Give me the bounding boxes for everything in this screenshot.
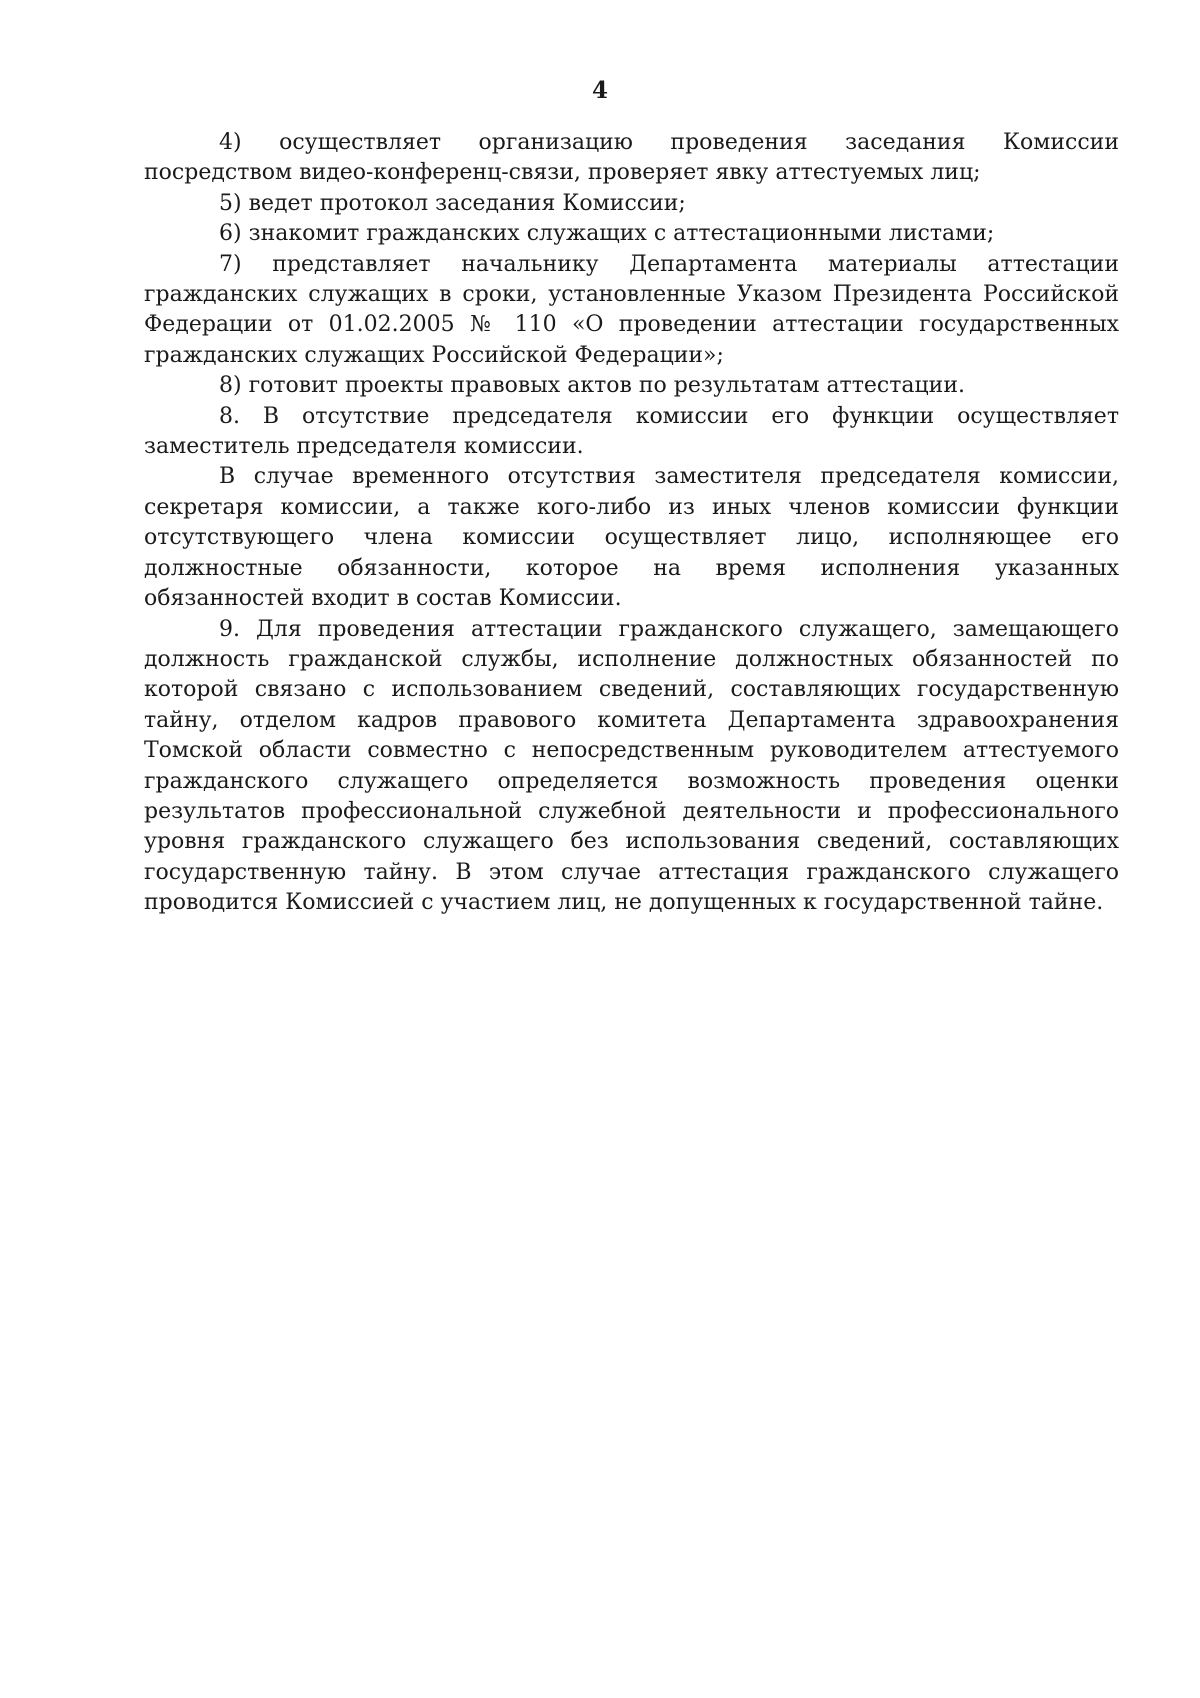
paragraph-item-7: 7) представляет начальнику Департамента материалы аттестации гражданских служащих в сроки, установленные Указом Президента Российской Федерации от 01.02.2005 № 110 «О проведении аттестации государственных гражданских служащих Российской Федерации»; <box>144 251 1119 368</box>
paragraph-clause-8: 8. В отсутствие председателя комиссии его функции осуществляет заместитель председателя комиссии. <box>144 403 1119 460</box>
paragraph-item-8: 8) готовит проекты правовых актов по результатам аттестации. <box>219 373 965 399</box>
page-number: 4 <box>591 77 608 104</box>
paragraph-item-5: 5) ведет протокол заседания Комиссии; <box>219 190 686 216</box>
paragraph-item-4: 4) осуществляет организацию проведения заседания Комиссии посредством видео-конференц-связи, проверяет явку аттестуемых лиц; <box>144 130 1119 186</box>
document-body <box>144 128 1119 919</box>
paragraph-clause-9: 9. Для проведения аттестации гражданского служащего, замещающего должность гражданской службы, исполнение должностных обязанностей по которой связано с использованием сведений, составляющих государственную тайну, отделом кадров правового комитета Департамента здравоохранения Томской области совместно с непосредственным руководителем аттестуемого гражданского служащего определяется возможность проведения оценки результатов профессиональной служебной деятельности и профессионального уровня гражданского служащего без использования сведений, составляющих государственную тайну. В этом случае аттестация гражданского служащего проводится Комиссией с участием лиц, не допущенных к государственной тайне. <box>144 616 1119 916</box>
paragraph-item-6: 6) знакомит гражданских служащих с аттестационными листами; <box>219 221 995 247</box>
paragraph-clause-8-continued: В случае временного отсутствия заместителя председателя комиссии, секретаря комиссии, а также кого-либо из иных членов комиссии функции отсутствующего члена комиссии осуществляет лицо, исполняющее его должностные обязанности, которое на время исполнения указанных обязанностей входит в состав Комиссии. <box>144 464 1119 612</box>
